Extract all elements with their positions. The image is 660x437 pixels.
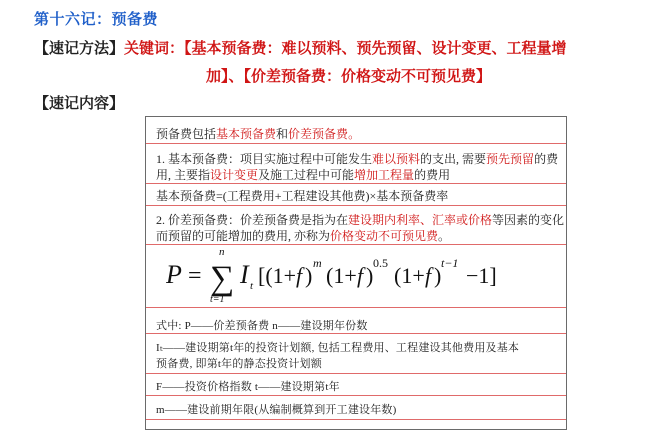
formula-equals: = xyxy=(188,263,202,289)
note-line-11: m——建设前期年限(从编制概算到开工建设年数) xyxy=(156,404,397,416)
formula-close-2: ) xyxy=(366,263,374,288)
note-text: 的支出, 需要 xyxy=(420,152,487,166)
formula-exp-3: t−1 xyxy=(441,256,459,270)
formula-close-3: ) xyxy=(434,263,442,288)
formula-sum-upper: n xyxy=(219,246,225,258)
formula-exp-1: m xyxy=(313,256,322,270)
note-rule xyxy=(146,419,566,420)
formula-tail: −1] xyxy=(466,263,497,288)
note-highlight: 价差预备费 xyxy=(288,127,349,141)
note-line-9: 预备费, 即第t年的静态投资计划额 xyxy=(156,358,322,370)
note-line-8: Iₜ——建设期第t年的投资计划额, 包括工程费用、工程建设其他费用及基本 xyxy=(156,342,520,354)
page-title: 第十六记：预备费 xyxy=(34,10,159,28)
handwritten-note-box xyxy=(145,116,567,430)
note-rule xyxy=(146,307,566,308)
formula-lhs: P xyxy=(166,260,182,289)
content-label: 【速记内容】 xyxy=(34,94,125,112)
note-rule xyxy=(146,333,566,334)
note-text: 及施工过程中可能 xyxy=(258,168,355,182)
note-line-10: F——投资价格指数 t——建设期第t年 xyxy=(156,381,340,393)
note-rule xyxy=(146,143,566,144)
note-rule xyxy=(146,183,566,184)
note-rule xyxy=(146,373,566,374)
note-text: 用, 主要指 xyxy=(156,168,211,182)
note-text: 而预留的可能增加的费用, 亦称为 xyxy=(156,229,331,243)
note-text: 。 xyxy=(348,127,361,141)
note-rule xyxy=(146,395,566,396)
note-highlight: 设计变更 xyxy=(210,168,259,182)
note-text: 的费 xyxy=(534,152,559,166)
formula-sum-symbol: ∑ xyxy=(210,260,235,297)
keyword-line2: 加】、【价差预备费：价格变动不可预见费】 xyxy=(206,67,492,85)
note-highlight: 预先预留 xyxy=(486,152,535,166)
formula-I: I xyxy=(240,260,249,289)
formula-part-1: [(1+ xyxy=(258,263,297,288)
note-text: 等因素的变化 xyxy=(492,213,565,227)
formula-f-2: f xyxy=(357,263,364,288)
note-highlight: 建设期内利率、汇率或价格 xyxy=(348,213,493,227)
formula-f-1: f xyxy=(296,263,303,288)
note-line-2 xyxy=(156,150,558,167)
method-label: 【速记方法】 xyxy=(34,39,125,57)
memo-method xyxy=(34,34,634,90)
note-text: 1. 基本预备费：项目实施过程中可能发生 xyxy=(156,152,373,166)
formula-f-3: f xyxy=(425,263,432,288)
note-highlight: 增加工程量 xyxy=(354,168,415,182)
note-highlight: 难以预料 xyxy=(372,152,421,166)
note-text: 2. 价差预备费：价差预备费是指为在 xyxy=(156,213,349,227)
formula-close-1: ) xyxy=(305,263,313,288)
memo-method-line1 xyxy=(34,34,634,62)
note-rule xyxy=(146,205,566,206)
note-line-5 xyxy=(156,211,564,228)
keyword-label: 关键词： xyxy=(124,39,185,57)
note-text: 预备费包括 xyxy=(156,127,217,141)
formula-exp-2: 0.5 xyxy=(373,256,388,270)
formula-I-subscript: t xyxy=(250,280,254,292)
note-line-3 xyxy=(156,166,450,183)
keyword-line1: 【基本预备费：难以预料、预先预留、设计变更、工程量增 xyxy=(184,39,567,57)
note-text: 的费用 xyxy=(414,168,451,182)
note-text: 和 xyxy=(276,127,289,141)
price-difference-formula xyxy=(166,245,546,305)
note-text: 。 xyxy=(438,229,451,243)
note-highlight: 基本预备费 xyxy=(216,127,277,141)
note-line-4: 基本预备费=(工程费用+工程建设其他费)×基本预备费率 xyxy=(156,189,449,203)
note-line-1 xyxy=(156,125,360,142)
formula-sum-lower: t=1 xyxy=(210,294,225,305)
note-highlight: 价格变动不可预见费 xyxy=(330,229,439,243)
formula-part-2: (1+ xyxy=(326,263,357,288)
note-line-6 xyxy=(156,227,450,244)
note-line-7: 式中: P——价差预备费 n——建设期年份数 xyxy=(156,320,368,332)
formula-part-3: (1+ xyxy=(394,263,425,288)
